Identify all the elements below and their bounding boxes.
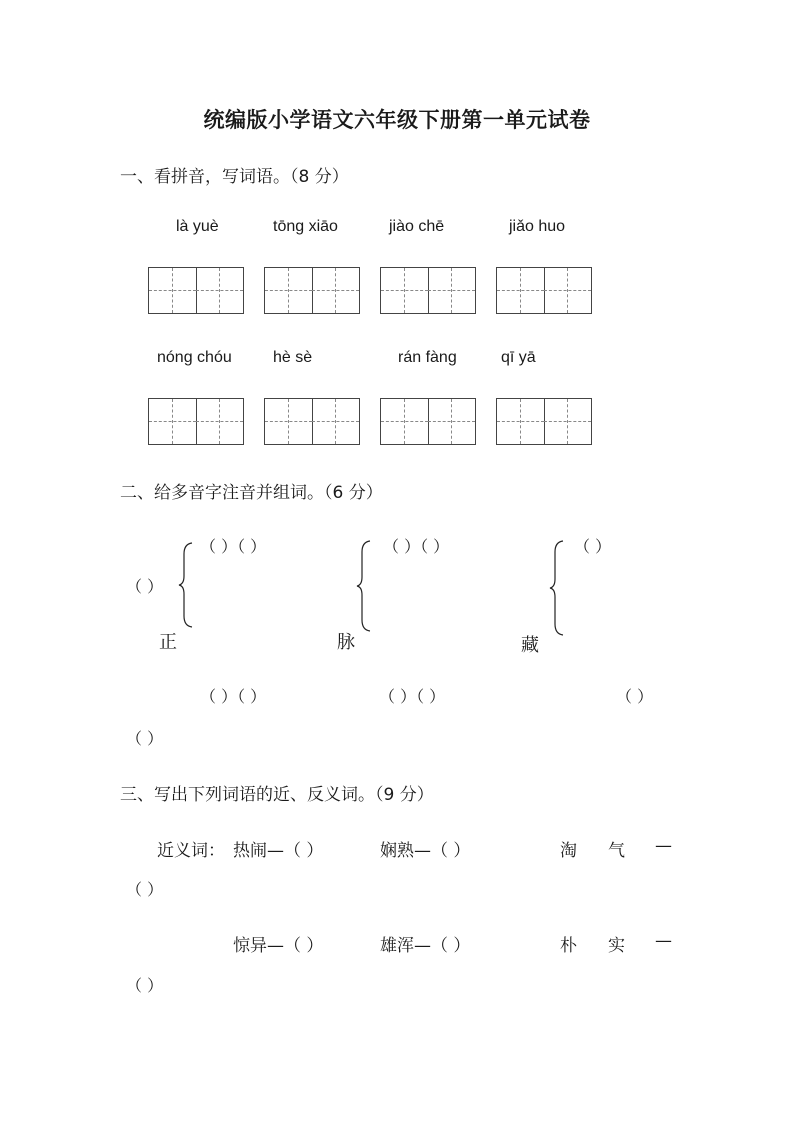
synonym-char: 气 [608, 841, 625, 861]
pinyin-label: qī yā [501, 349, 536, 366]
writing-grid[interactable] [264, 398, 360, 445]
synonym-char: 朴 [560, 936, 577, 956]
writing-grid[interactable] [148, 267, 244, 314]
answer-blank[interactable]: （ ） [126, 976, 164, 995]
writing-grid[interactable] [496, 267, 592, 314]
answer-blank[interactable]: （ ） [616, 687, 654, 706]
synonym-item[interactable]: 雄浑—（ ） [380, 936, 471, 956]
section-1-heading: 一、看拼音，写词语。（8 分） [120, 167, 349, 187]
polyphone-char: 脉 [337, 632, 355, 653]
answer-blank[interactable]: （ ）（ ） [383, 537, 450, 556]
synonym-char: 实 [608, 936, 625, 956]
writing-grid[interactable] [148, 398, 244, 445]
pinyin-label: jiǎo huo [509, 218, 566, 235]
brace-icon [178, 542, 194, 628]
answer-blank[interactable]: （ ） [126, 729, 164, 748]
answer-blank[interactable]: （ ）（ ） [200, 537, 267, 556]
pinyin-label: là yuè [176, 218, 219, 235]
brace-icon [356, 540, 372, 632]
synonym-item[interactable]: 娴熟—（ ） [380, 841, 471, 861]
page-title: 统编版小学语文六年级下册第一单元试卷 [203, 108, 591, 132]
synonym-item[interactable]: 惊异—（ ） [233, 936, 324, 956]
pinyin-label: hè sè [273, 349, 313, 366]
writing-grid[interactable] [380, 267, 476, 314]
answer-blank[interactable]: （ ） [574, 537, 612, 556]
writing-grid[interactable] [380, 398, 476, 445]
section-3-heading: 三、写出下列词语的近、反义词。（9 分） [120, 785, 434, 805]
writing-grid[interactable] [264, 267, 360, 314]
answer-blank[interactable]: （ ） [126, 880, 164, 899]
answer-blank[interactable]: （ ）（ ） [379, 687, 446, 706]
polyphone-char: 正 [159, 632, 177, 653]
brace-icon [549, 540, 565, 636]
section-2-heading: 二、给多音字注音并组词。（6 分） [120, 483, 383, 503]
pinyin-label: jiào chē [389, 218, 445, 235]
pinyin-label: nóng chóu [157, 349, 232, 366]
writing-grid[interactable] [496, 398, 592, 445]
answer-blank[interactable]: （ ） [126, 577, 164, 596]
synonym-item[interactable]: 热闹—（ ） [233, 841, 324, 861]
synonym-label: 近义词： [157, 841, 225, 861]
pinyin-label: rán fàng [398, 349, 457, 366]
answer-blank[interactable]: （ ）（ ） [200, 687, 267, 706]
synonym-char: 淘 [560, 841, 577, 861]
synonym-dash: — [655, 931, 672, 951]
synonym-dash: — [655, 836, 672, 856]
polyphone-char: 藏 [521, 635, 539, 656]
pinyin-label: tōng xiāo [273, 218, 338, 235]
